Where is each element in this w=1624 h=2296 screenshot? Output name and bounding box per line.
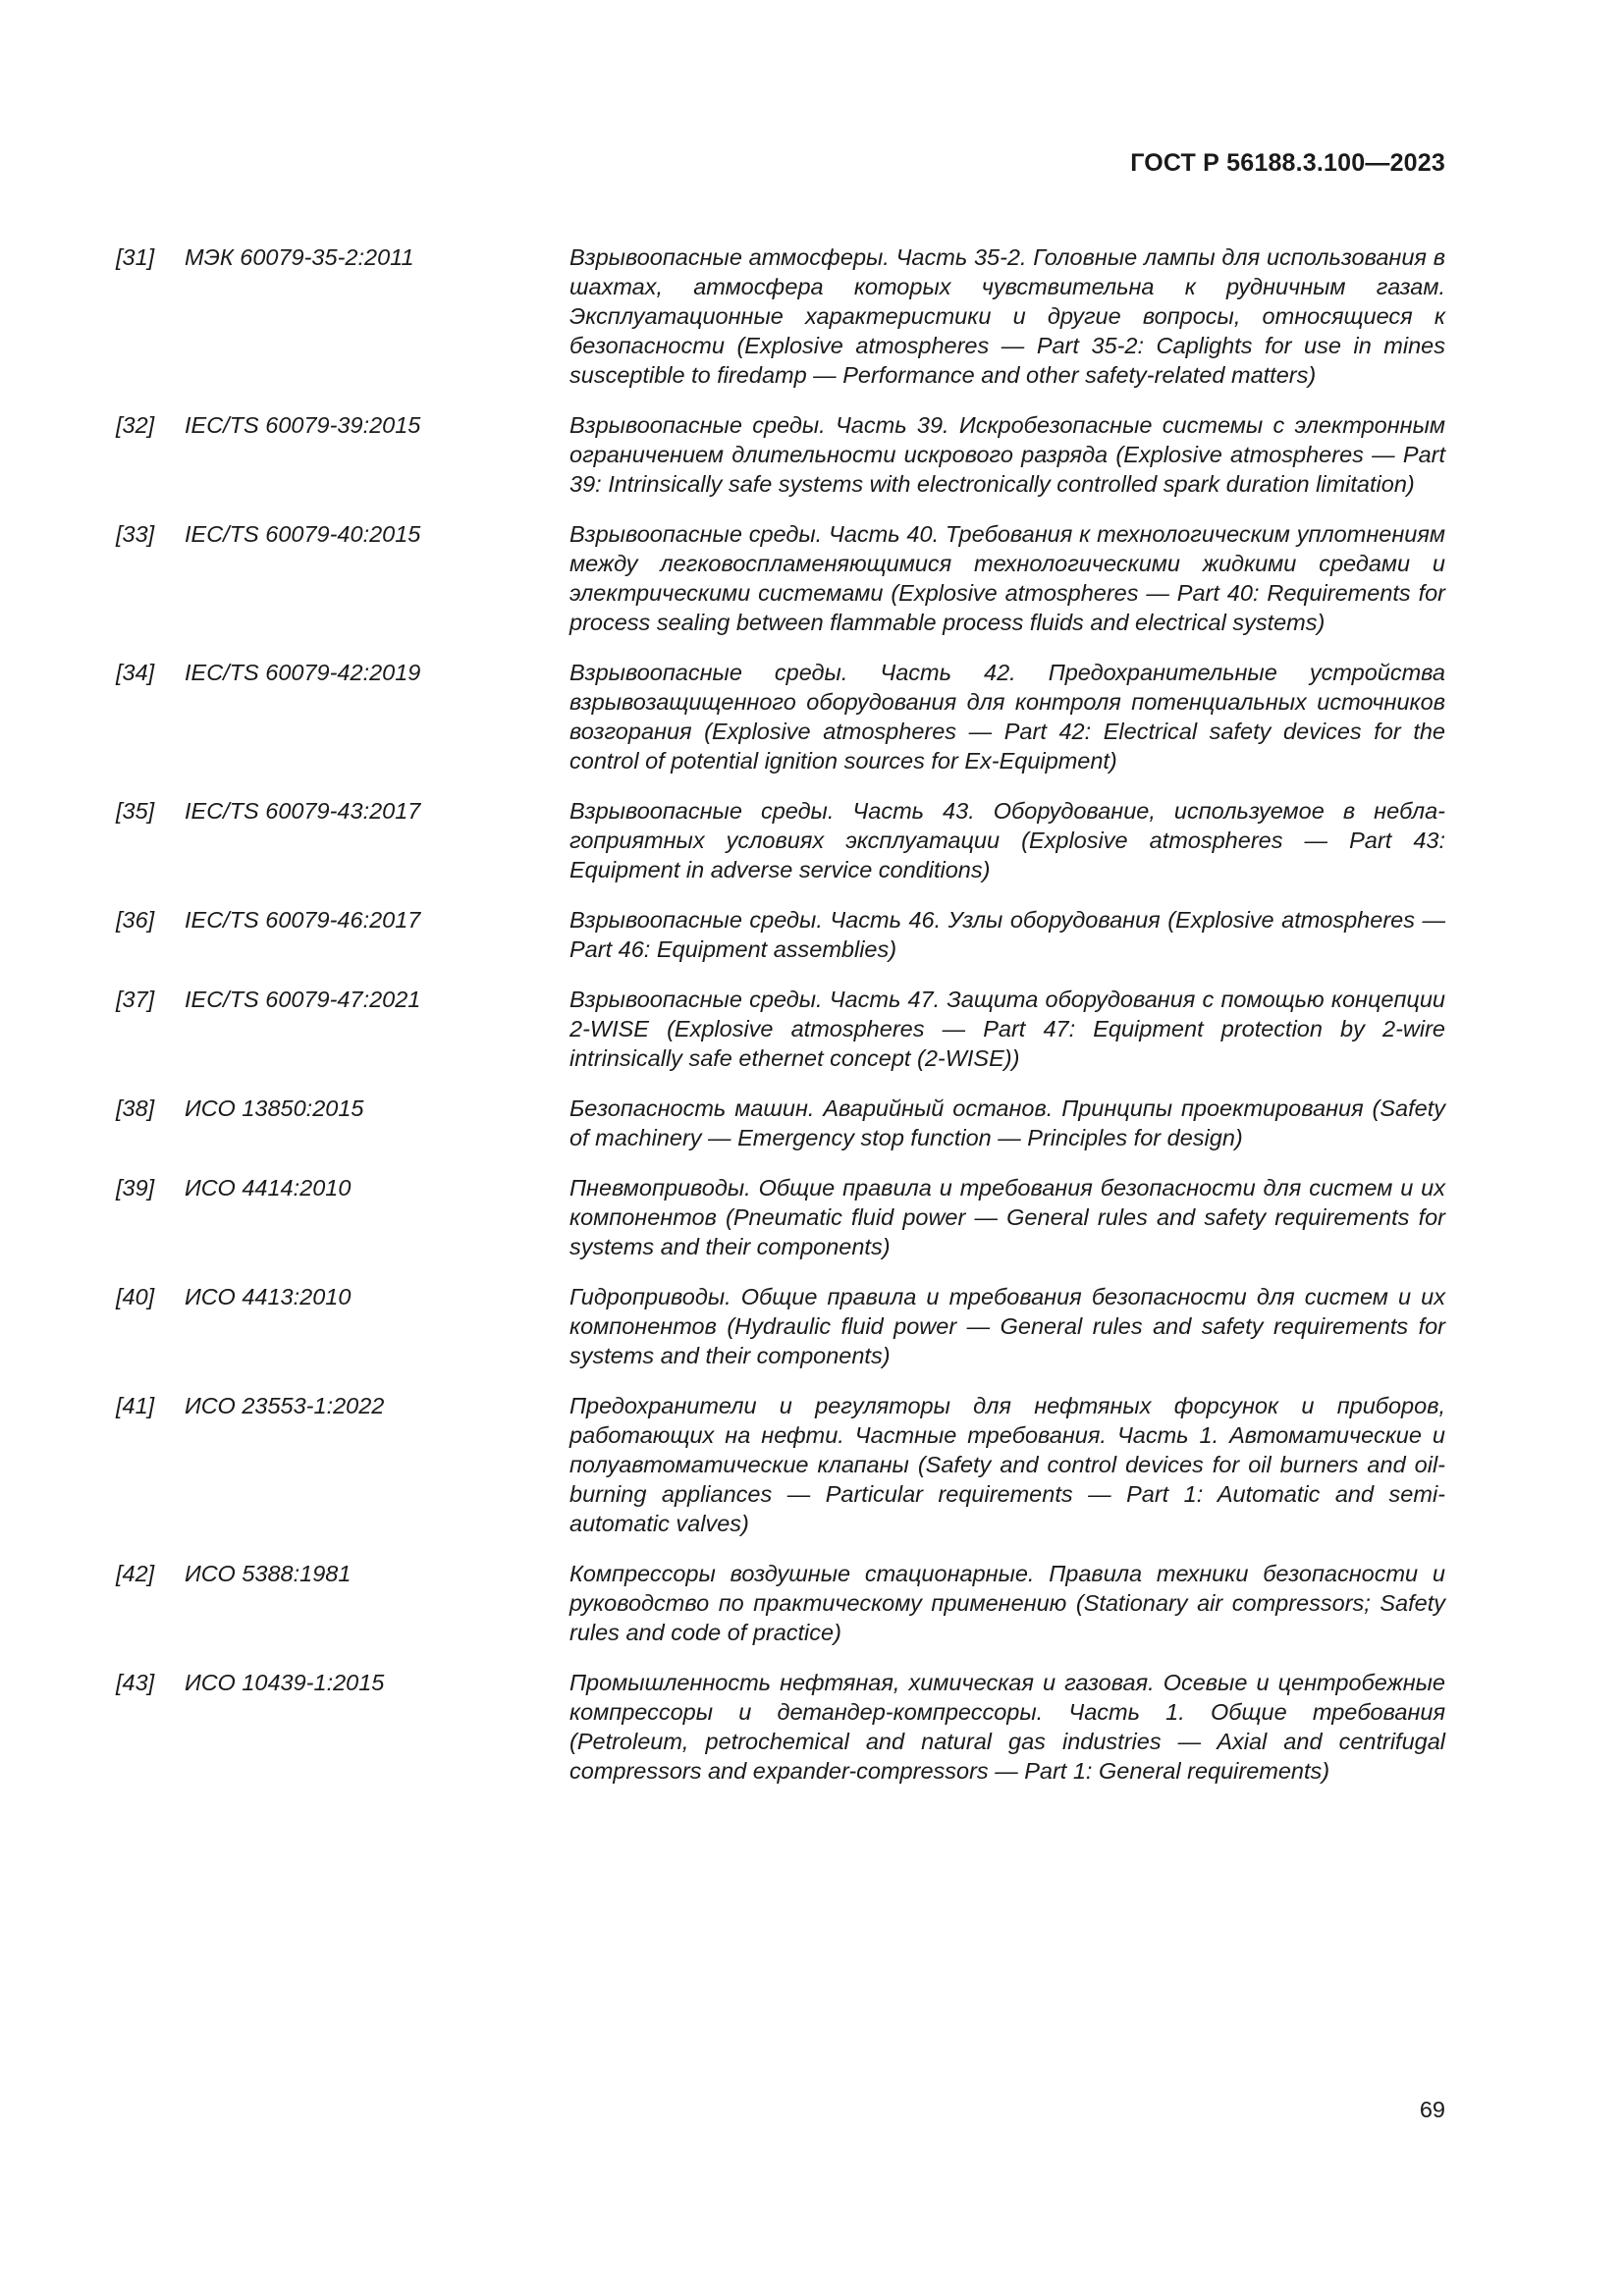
entry-standard-code: ИСО 4413:2010	[185, 1284, 352, 1309]
entry-title: Предохранители и регуляторы для нефтяных форсунок и приборов, работающих на нефти. Частные требования. Часть 1. Автоматические и полуавтоматические клапаны (Safety and control devices for oil burners and oil-burning appliances — Particular requirements — Part 1: Automatic and semi-automatic valves)	[569, 1393, 1445, 1536]
entry-standard-code: IEC/TS 60079-47:2021	[185, 987, 421, 1012]
entry-title: Гидроприводы. Общие правила и требования безопасности для систем и их компонентов (Hydraulic fluid power — General rules and safety requirements for systems and their components)	[569, 1284, 1445, 1368]
entry-number: [33]	[116, 521, 155, 547]
entry-standard-code: IEC/TS 60079-43:2017	[185, 798, 421, 824]
entry-title: Пневмоприводы. Общие правила и требования безопасности для систем и их компонентов (Pneumatic fluid power — General rules and safety requirements for systems and their components)	[569, 1175, 1445, 1259]
entry-number: [31]	[116, 244, 155, 270]
entry-standard-code: ИСО 4414:2010	[185, 1175, 352, 1201]
entry-number: [43]	[116, 1670, 155, 1695]
entry-title: Взрывоопасные среды. Часть 42. Предохранительные устройства взрывозащищенного оборудования для контроля потенциальных источников возгорания (Explosive atmospheres — Part 42: Electrical safety devices for the control of potential ignition sources for Ex-Equipment)	[569, 660, 1445, 774]
bibliography-entry	[116, 905, 1445, 964]
entry-number: [38]	[116, 1095, 155, 1121]
entry-number: [41]	[116, 1393, 155, 1418]
bibliography-entry	[116, 1282, 1445, 1370]
entry-title: Взрывоопасные среды. Часть 39. Искробезопасные системы с электронным ограничением длительности искрового разряда (Explosive atmospheres — Part 39: Intrinsically safe systems with electronically controlled spark duration limitation)	[569, 412, 1445, 497]
page-number: 69	[1419, 2097, 1445, 2122]
entry-standard-code: IEC/TS 60079-40:2015	[185, 521, 421, 547]
entry-number: [35]	[116, 798, 155, 824]
bibliography-entry	[116, 1391, 1445, 1538]
entry-number: [37]	[116, 987, 155, 1012]
entry-title: Безопасность машин. Аварийный останов. Принципы проектирования (Safety of machinery — Emergency stop function — Principles for design)	[569, 1095, 1445, 1150]
entry-standard-code: МЭК 60079-35-2:2011	[185, 244, 414, 270]
bibliography-entry	[116, 1559, 1445, 1647]
bibliography-entry	[116, 658, 1445, 775]
entry-standard-code: ИСО 13850:2015	[185, 1095, 364, 1121]
entry-standard-code: IEC/TS 60079-42:2019	[185, 660, 421, 685]
bibliography-list	[116, 242, 1445, 1806]
entry-number: [42]	[116, 1561, 155, 1586]
entry-standard-code: IEC/TS 60079-39:2015	[185, 412, 421, 438]
bibliography-entry	[116, 1668, 1445, 1786]
entry-standard-code: ИСО 5388:1981	[185, 1561, 352, 1586]
document-header: ГОСТ Р 56188.3.100—2023	[1130, 149, 1445, 177]
bibliography-entry	[116, 796, 1445, 884]
entry-number: [36]	[116, 907, 155, 933]
bibliography-entry	[116, 985, 1445, 1073]
entry-standard-code: ИСО 23553-1:2022	[185, 1393, 385, 1418]
entry-title: Компрессоры воздушные стационарные. Правила техники безопасности и руководство по практическому применению (Stationary air compressors; Safety rules and code of practice)	[569, 1561, 1445, 1645]
entry-standard-code: IEC/TS 60079-46:2017	[185, 907, 421, 933]
entry-number: [34]	[116, 660, 155, 685]
entry-title: Взрывоопасные среды. Часть 47. Защита оборудования с помощью концепции 2-WISE (Explosive atmospheres — Part 47: Equipment protection by 2-wire intrinsically safe ethernet concept (2-WISE))	[569, 987, 1445, 1071]
entry-title: Взрывоопасные среды. Часть 43. Оборудование, используемое в неблагоприятных условиях эксплуатации (Explosive atmospheres — Part 43: Equipment in adverse service conditions)	[569, 798, 1445, 882]
entry-number: [40]	[116, 1284, 155, 1309]
entry-title: Промышленность нефтяная, химическая и газовая. Осевые и центробежные компрессоры и детандер-компрессоры. Часть 1. Общие требования (Petroleum, petrochemical and natural gas industries — Axial and centrifugal compressors and expander-compressors — Part 1: General requirements)	[569, 1670, 1445, 1784]
entry-title: Взрывоопасные среды. Часть 40. Требования к технологическим уплотнениям между легковоспламеняющимися технологическими жидкими средами и электрическими системами (Explosive atmospheres — Part 40: Requirements for process sealing between flammable process fluids and electrical systems)	[569, 521, 1445, 635]
entry-number: [32]	[116, 412, 155, 438]
bibliography-entry	[116, 242, 1445, 390]
bibliography-entry	[116, 1094, 1445, 1152]
bibliography-entry	[116, 519, 1445, 637]
entry-title: Взрывоопасные атмосферы. Часть 35-2. Головные лампы для использования в шахтах, атмосфера которых чувствительна к рудничным газам. Эксплуатационные характеристики и другие вопросы, относящиеся к безопасности (Explosive atmospheres — Part 35-2: Caplights for use in mines susceptible to firedamp — Performance and other safety-related matters)	[569, 244, 1445, 388]
entry-number: [39]	[116, 1175, 155, 1201]
entry-title: Взрывоопасные среды. Часть 46. Узлы оборудования (Explosive atmospheres — Part 46: Equipment assemblies)	[569, 907, 1445, 962]
bibliography-entry	[116, 1173, 1445, 1261]
bibliography-entry	[116, 410, 1445, 499]
entry-standard-code: ИСО 10439-1:2015	[185, 1670, 385, 1695]
